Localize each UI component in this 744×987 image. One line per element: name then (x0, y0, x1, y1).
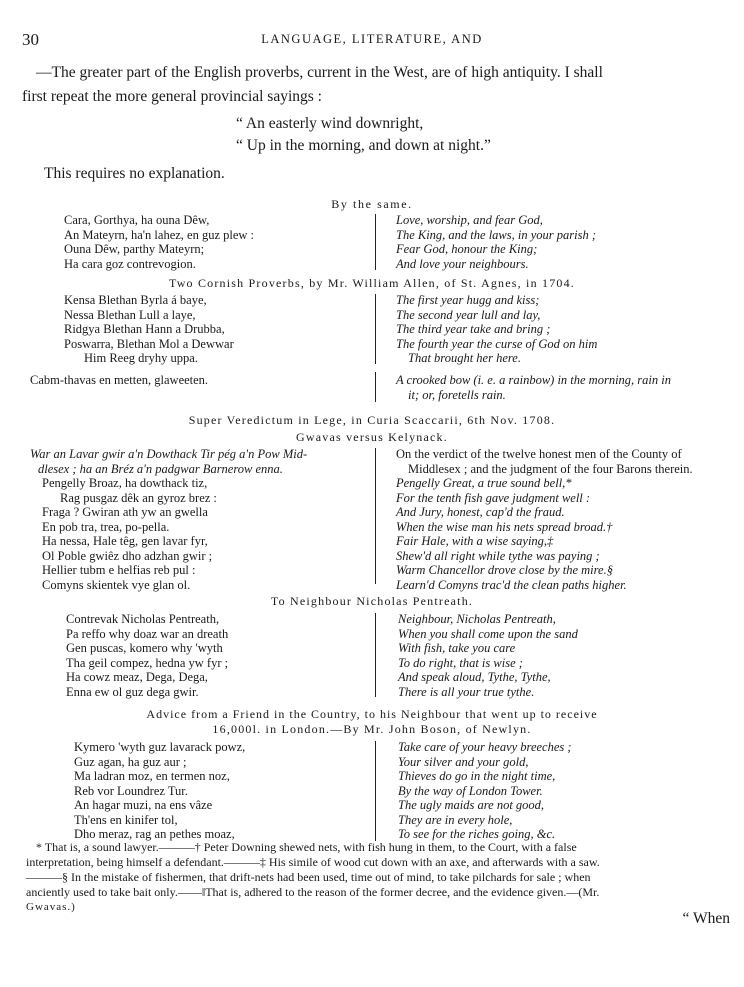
verse-line: The second year lull and lay, (396, 307, 541, 322)
verse-line: Shew'd all right while tythe was paying ; (396, 548, 600, 563)
verse-line: They are in every hole, (398, 812, 513, 827)
section-heading-cont: 16,000l. in London.—By Mr. John Boson, of Newlyn. (212, 722, 532, 736)
verse-line: An hagar muzi, na ens vâze (74, 798, 213, 812)
verse-line: To see for the riches going, &c. (398, 827, 556, 841)
verse-line: For the tenth fish gave judgment well : (396, 490, 591, 505)
verse-line: Comyns skientek vye glan ol. (42, 577, 191, 592)
verse-line: Cabm-thavas en metten, glaweeten. (30, 373, 209, 387)
running-header: LANGUAGE, LITERATURE, AND (261, 32, 483, 46)
cornish-column (30, 447, 307, 592)
section-heading: To Neighbour Nicholas Pentreath. (270, 594, 474, 608)
intro-line-2: first repeat the more general provincial sayings : (22, 88, 322, 105)
verse-line: Rag pusgaz dêk an gyroz brez : (60, 490, 217, 505)
verse-line: Ma ladran moz, en termen noz, (74, 769, 230, 783)
english-column (398, 740, 572, 842)
verse-line: Pengelly Broaz, ha dowthack tiz, (42, 476, 208, 490)
verse-line: Ha cara goz contrevogion. (64, 256, 196, 271)
verse-line: The ugly maids are not good, (398, 798, 545, 812)
verse-line: Th'ens en kinifer tol, (74, 812, 178, 827)
verse-line: And love your neighbours. (396, 256, 529, 271)
verse-line: En pob tra, trea, po-pella. (42, 519, 170, 534)
verse-line: Reb vor Loundrez Tur. (74, 783, 188, 798)
english-column (396, 373, 671, 402)
footnote-line: Gwavas.) (26, 901, 76, 913)
verse-line: Fraga ? Gwiran ath yw an gwella (42, 505, 208, 519)
verse-line: When you shall come upon the sand (398, 626, 578, 641)
footnote-line: anciently used to take bait only.——‖That is, adhered to the reason of the former decree, and the evidence given.—(Mr. (26, 885, 600, 899)
quote-line-2: “ Up in the morning, and down at night.” (236, 137, 491, 154)
footnote-line: interpretation, being himself a defendant.———‡ His simile of wood cut down with an axe, and afterwards with a saw. (26, 855, 600, 869)
verse-line: An Mateyrn, ha'n lahez, en guz plew : (64, 227, 255, 242)
verse-line: There is all your true tythe. (398, 684, 535, 699)
verse-line: Middlesex ; and the judgment of the four Barons therein. (408, 461, 693, 476)
section-heading: Super Veredictum in Lege, in Curia Scaccarii, 6th Nov. 1708. (188, 413, 556, 427)
footnotes (26, 840, 600, 915)
column-divider (375, 294, 376, 364)
english-column (396, 447, 693, 592)
verse-line: War an Lavar gwir a'n Dowthack Tir pég a'n Pow Mid- (30, 447, 308, 461)
verse-line: The third year take and bring ; (396, 322, 551, 336)
verse-line: Thieves do go in the night time, (398, 769, 556, 783)
verse-line: it; or, foretells rain. (408, 387, 506, 402)
catchword: “ When (682, 910, 730, 927)
verse-line: Pa reffo why doaz war an dreath (66, 626, 229, 641)
footnote-line: ———§ In the mistake of fishermen, that drift-nets had been used, time out of mind, to take pilchards for sale ; when (26, 870, 591, 884)
verse-line: With fish, take you care (398, 641, 516, 655)
verse-line: Warm Chancellor drove close by the mire.§ (396, 563, 613, 577)
column-divider (375, 741, 376, 841)
verse-line: A crooked bow (i. e. a rainbow) in the morning, rain in (396, 373, 671, 387)
intro-line-1: —The greater part of the English proverbs, current in the West, are of high antiquity. I shall (36, 64, 603, 81)
verse-line: Your silver and your gold, (398, 754, 529, 769)
verse-line: Enna ew ol guz dega gwir. (66, 684, 199, 699)
verse-line: Pengelly Great, a true sound bell,* (396, 476, 572, 490)
verse-line: Poswarra, Blethan Mol a Dewwar (64, 336, 234, 351)
verse-line: And speak aloud, Tythe, Tythe, (398, 670, 551, 684)
verse-line: Learn'd Comyns trac'd the clean paths higher. (396, 577, 627, 592)
verse-line: By the way of London Tower. (398, 783, 543, 798)
verse-line: Neighbour, Nicholas Pentreath, (398, 612, 556, 626)
section-subheading: Gwavas versus Kelynack. (296, 430, 448, 444)
english-column (396, 213, 596, 271)
verse-line: Kensa Blethan Byrla á baye, (64, 293, 207, 307)
verse-line: Love, worship, and fear God, (396, 213, 543, 227)
verse-line: Cara, Gorthya, ha ouna Dêw, (64, 213, 210, 227)
verse-line: Kymero 'wyth guz lavarack powz, (74, 740, 246, 754)
verse-line: Hellier tubm e helfias reb pul : (42, 563, 196, 577)
verse-line: The fourth year the curse of God on him (396, 336, 598, 351)
verse-line: Guz agan, ha guz aur ; (74, 754, 187, 769)
section-heading: Advice from a Friend in the Country, to his Neighbour that went up to receive (146, 707, 598, 721)
verse-line: The first year hugg and kiss; (396, 293, 540, 307)
verse-line: On the verdict of the twelve honest men of the County of (396, 447, 682, 461)
verse-line: When the wise man his nets spread broad.† (396, 519, 613, 534)
cornish-column (64, 293, 234, 366)
verse-line: Ha cowz meaz, Dega, Dega, (66, 670, 208, 684)
page-number: 30 (22, 30, 39, 49)
verse-line: And Jury, honest, cap'd the fraud. (396, 505, 565, 519)
column-divider (375, 448, 376, 584)
quote-line-1: “ An easterly wind downright, (236, 115, 424, 132)
section-heading: By the same. (331, 197, 413, 211)
column-divider (375, 613, 376, 697)
verse-line: Dho meraz, rag an pethes moaz, (74, 827, 235, 841)
verse-line: Ridgya Blethan Hann a Drubba, (64, 322, 225, 336)
verse-line: Fair Hale, with a wise saying,‡ (396, 534, 554, 548)
verse-line: Tha geil compez, hedna yw fyr ; (66, 655, 229, 670)
verse-line: Nessa Blethan Lull a laye, (64, 307, 196, 322)
verse-line: Gen puscas, komero why 'wyth (66, 641, 223, 655)
column-divider (375, 372, 376, 402)
verse-line: The King, and the laws, in your parish ; (396, 227, 597, 242)
verse-line: dlesex ; ha an Bréz a'n padgwar Barnerow enna. (38, 461, 283, 476)
column-divider (375, 214, 376, 270)
cornish-column (64, 213, 254, 271)
english-column (396, 293, 597, 366)
verse-line: Him Reeg dryhy uppa. (84, 351, 198, 365)
verse-line: That brought her here. (408, 351, 521, 365)
english-column (398, 612, 578, 699)
verse-line: Ha nessa, Hale têg, gen lavar fyr, (42, 534, 208, 548)
cornish-column (74, 740, 245, 842)
verse-line: Take care of your heavy breeches ; (398, 740, 572, 754)
verse-line: Fear God, honour the King; (396, 242, 538, 256)
section-heading: Two Cornish Proverbs, by Mr. William Allen, of St. Agnes, in 1704. (169, 276, 575, 290)
intro-after: This requires no explanation. (44, 165, 225, 182)
verse-line: Ol Poble gwiêz dho adzhan gwir ; (42, 548, 213, 563)
verse-line: To do right, that is wise ; (398, 655, 523, 670)
cornish-column (66, 612, 228, 699)
verse-line: Ouna Dêw, parthy Mateyrn; (64, 242, 205, 256)
footnote-line: * That is, a sound lawyer.———† Peter Downing shewed nets, with fish hung in them, to the Court, with a false (36, 840, 577, 854)
cornish-column (30, 373, 208, 388)
verse-line: Contrevak Nicholas Pentreath, (66, 612, 220, 626)
